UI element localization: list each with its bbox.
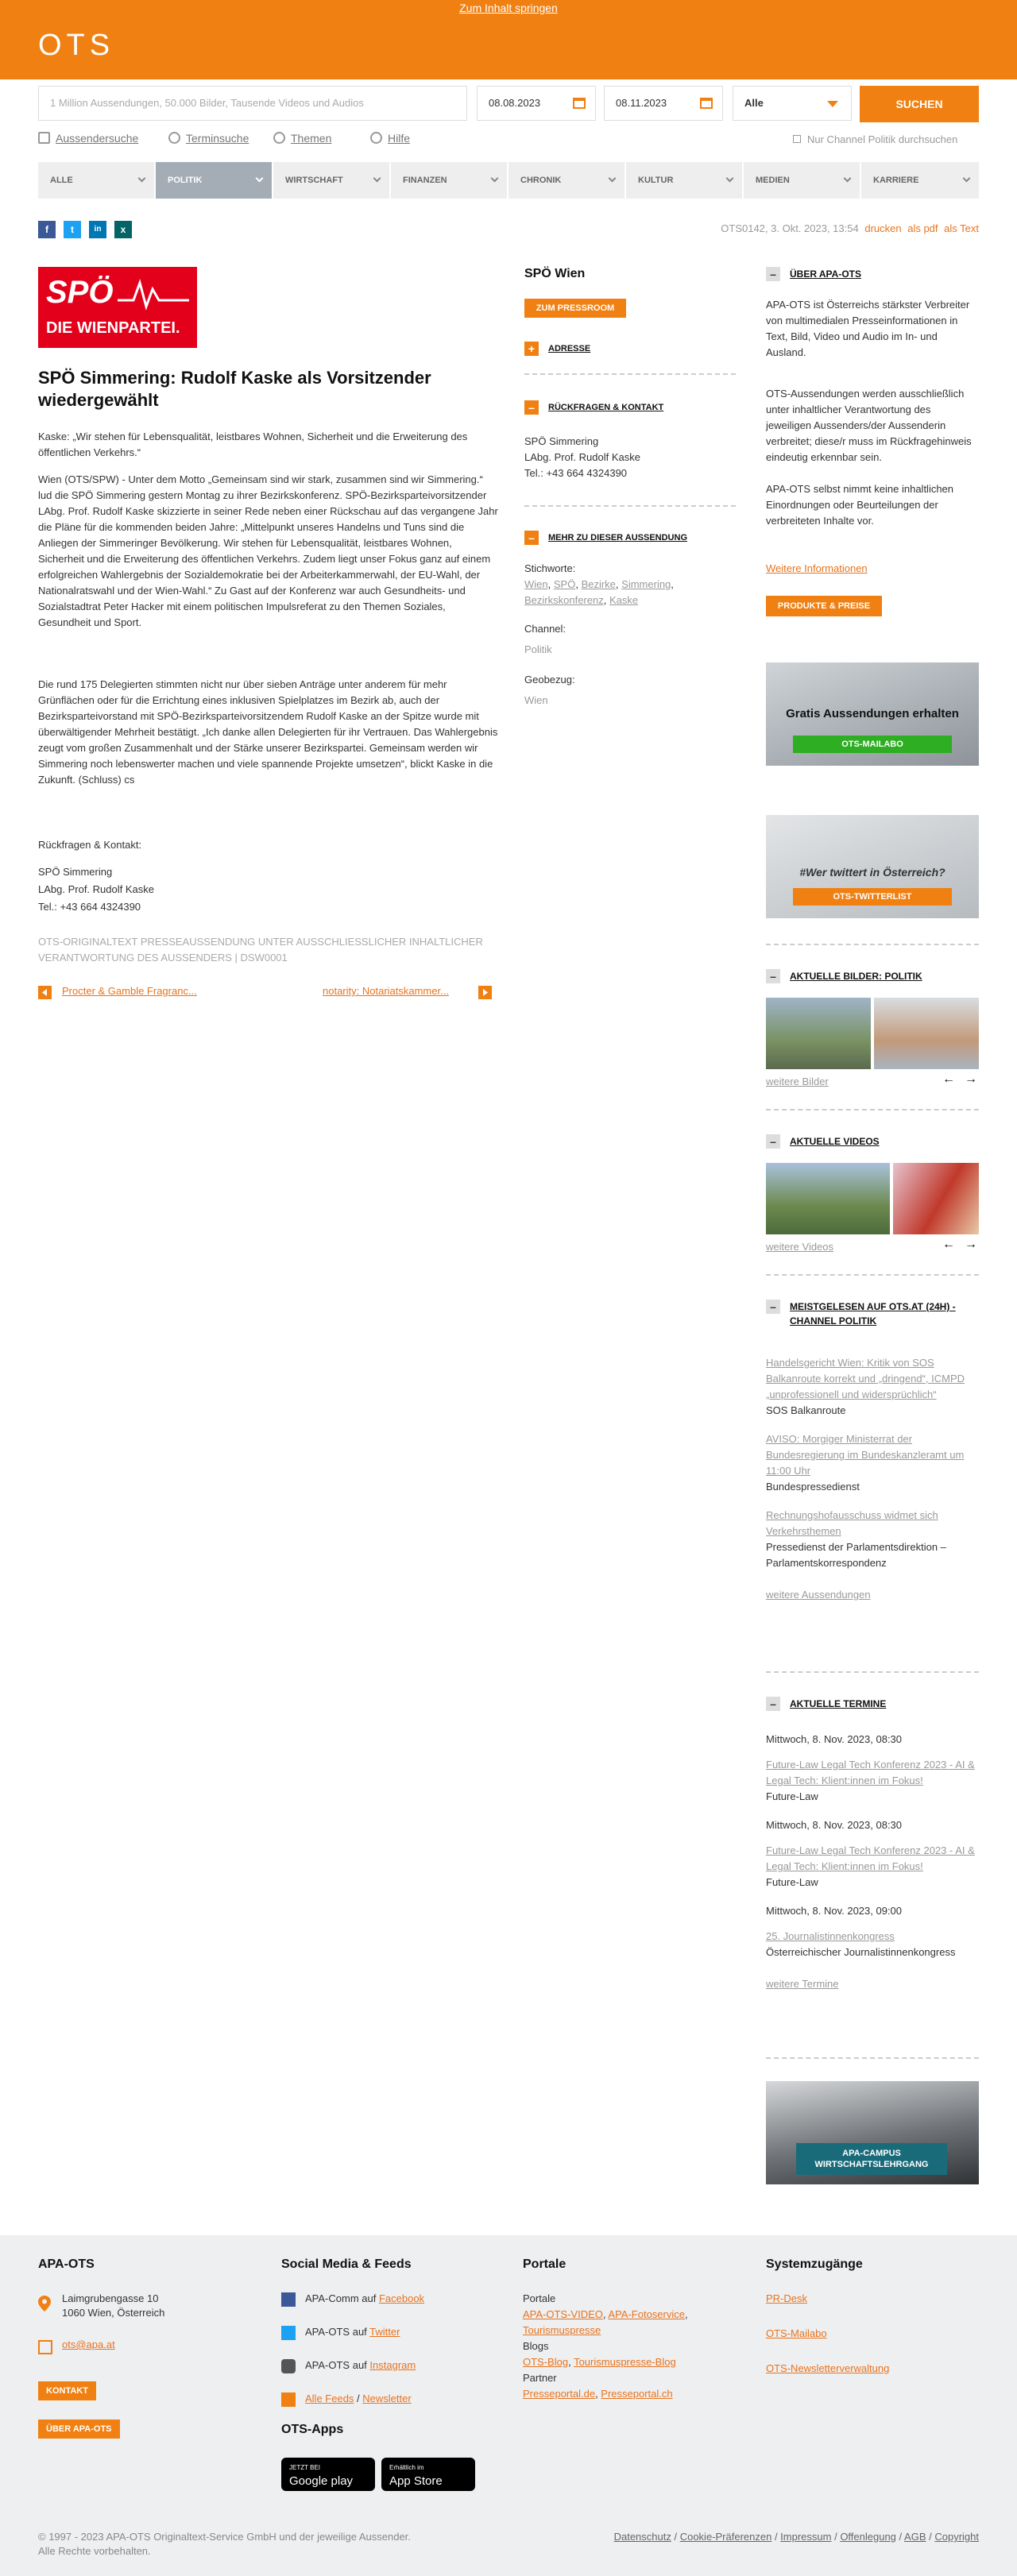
date-from-value: 08.08.2023 — [489, 97, 541, 109]
chevron-down-icon — [844, 175, 852, 183]
social-label: APA-Comm auf — [305, 2292, 379, 2304]
portal-link[interactable]: Tourismuspresse — [523, 2324, 601, 2336]
minus-icon: – — [766, 969, 780, 983]
article-meta — [721, 222, 979, 234]
minus-icon: – — [766, 1134, 780, 1149]
facebook-icon[interactable]: f — [38, 221, 56, 238]
header — [0, 0, 1017, 79]
nav-label: POLITIK — [168, 176, 203, 185]
clock-icon — [168, 132, 180, 144]
newsletter-link[interactable]: Newsletter — [362, 2393, 412, 2404]
chevron-down-icon — [827, 101, 838, 107]
portale-list: Portale APA-OTS-VIDEO, APA-Fotoservice, Tourismuspresse Blogs OTS-Blog, Tourismuspresse-Blog Partner Presseportal.de, Presseportal.ch — [523, 2291, 745, 2402]
partner-link[interactable]: Presseportal.ch — [601, 2388, 673, 2400]
twitterlist-button[interactable]: OTS-TWITTERLIST — [793, 888, 952, 906]
list-item-link[interactable]: Rechnungshofausschuss widmet sich Verkehrsthemen — [766, 1509, 938, 1537]
list-item-link[interactable]: AVISO: Morgiger Ministerrat der Bundesregierung im Bundeskanzleramt um 11:00 Uhr — [766, 1433, 965, 1477]
themen-link[interactable]: Themen — [291, 132, 332, 145]
sender-contact — [524, 434, 736, 481]
video-thumbnail[interactable] — [893, 1163, 979, 1234]
chevron-down-icon — [138, 175, 146, 183]
aussendersuche-link[interactable]: Aussendersuche — [56, 132, 139, 145]
contact-line: LAbg. Prof. Rudolf Kaske — [524, 451, 640, 463]
minus-icon: – — [524, 531, 539, 545]
arrow-left-icon[interactable]: ← — [942, 1072, 955, 1086]
divider — [766, 2057, 979, 2059]
chevron-down-icon — [491, 175, 499, 183]
feeds-item — [305, 2391, 412, 2407]
divider — [766, 1109, 979, 1110]
partner-link[interactable]: Presseportal.de — [523, 2388, 596, 2400]
keyword-link[interactable]: Kaske — [609, 594, 639, 606]
date-to-field[interactable] — [604, 86, 723, 121]
termine-title: AKTUELLE TERMINE — [790, 1698, 887, 1709]
social-item — [305, 2291, 424, 2307]
hilfe-link[interactable]: Hilfe — [388, 132, 411, 145]
text-link[interactable]: als Text — [944, 222, 979, 234]
nav-kultur[interactable] — [626, 162, 744, 199]
termin-date: Mittwoch, 8. Nov. 2023, 08:30 — [766, 1819, 903, 1831]
pressroom-button[interactable]: ZUM PRESSROOM — [524, 299, 626, 318]
rss-icon — [281, 2393, 296, 2407]
mehr-label: MEHR ZU DIESER AUSSENDUNG — [548, 533, 687, 543]
kontakt-button[interactable]: KONTAKT — [38, 2381, 96, 2400]
social-label: APA-OTS auf — [305, 2326, 370, 2338]
category-nav — [38, 162, 979, 199]
facebook-icon — [281, 2292, 296, 2307]
nav-label: CHRONIK — [520, 176, 562, 185]
instagram-link[interactable]: Instagram — [369, 2359, 416, 2371]
nav-wirtschaft[interactable] — [273, 162, 391, 199]
partner-label: Partner — [523, 2372, 557, 2384]
bilder-toggle[interactable] — [766, 969, 922, 983]
minus-icon: – — [766, 1697, 780, 1711]
datenschutz-link[interactable]: Datenschutz — [613, 2531, 671, 2543]
weitere-videos-link[interactable]: weitere Videos — [766, 1241, 834, 1253]
contact-line: Tel.: +43 664 4324390 — [38, 901, 141, 913]
next-arrow-icon[interactable] — [478, 986, 492, 999]
footer — [0, 2235, 1017, 2576]
feeds-link[interactable]: Alle Feeds — [305, 2393, 354, 2404]
google-play-button[interactable] — [281, 2458, 375, 2491]
footer-title: Social Media & Feeds — [281, 2257, 412, 2271]
store-name: Google play — [289, 2474, 354, 2488]
copyright-line: © 1997 - 2023 APA-OTS Originaltext-Service GmbH und der jeweilige Aussender. — [38, 2531, 411, 2543]
meistgelesen-list — [766, 1355, 979, 1603]
nav-label: KARRIERE — [873, 176, 919, 185]
store-small: JETZT BEI — [289, 2464, 320, 2471]
contact-line: SPÖ Simmering — [38, 866, 113, 878]
info-icon — [370, 132, 382, 144]
geobezug-label: Geobezug: — [524, 674, 575, 686]
portal-link[interactable]: APA-Fotoservice — [608, 2308, 685, 2320]
article-id-date: OTS0142, 3. Okt. 2023, 13:54 — [721, 222, 859, 234]
nav-finanzen[interactable] — [391, 162, 508, 199]
ueber-text: APA-OTS ist Österreichs stärkster Verbreiter von multimedialen Presseinformationen in Text, Bild, Video und Audio im In- und Ausland. — [766, 299, 970, 358]
ots-logo[interactable]: OTS — [38, 29, 115, 62]
social-item — [305, 2324, 400, 2340]
copyright-line: Alle Rechte vorbehalten. — [38, 2545, 151, 2557]
email-link[interactable]: ots@apa.at — [62, 2338, 115, 2350]
nav-alle[interactable] — [38, 162, 156, 199]
termine-toggle[interactable] — [766, 1697, 886, 1711]
nav-label: ALLE — [50, 176, 73, 185]
twitter-icon[interactable]: t — [64, 221, 81, 238]
mehr-toggle[interactable] — [524, 531, 687, 545]
footer-title: APA-OTS — [38, 2257, 95, 2271]
address-line: 1060 Wien, Österreich — [62, 2307, 165, 2319]
videos-title: AKTUELLE VIDEOS — [790, 1136, 880, 1147]
channel-check-label: Nur Channel Politik durchsuchen — [807, 133, 958, 145]
list-item-source: Pressedienst der Parlamentsdirektion – Parlamentskorrespondenz — [766, 1541, 946, 1569]
banner-title: #Wer twittert in Österreich? — [799, 866, 945, 879]
produkte-button[interactable]: PRODUKTE & PREISE — [766, 596, 882, 616]
twitter-icon — [281, 2326, 296, 2340]
agb-link[interactable]: AGB — [904, 2531, 926, 2543]
stichworte-label: Stichworte: — [524, 562, 576, 574]
category-select[interactable] — [733, 86, 852, 121]
cookie-link[interactable]: Cookie-Präferenzen — [679, 2531, 772, 2543]
facebook-link[interactable]: Facebook — [378, 2292, 425, 2304]
skip-link[interactable]: Zum Inhalt springen — [459, 2, 558, 14]
keywords: Stichworte: Wien, SPÖ, Bezirke, Simmering, Bezirkskonferenz, Kaske Channel: Politik Geobezug: Wien — [524, 561, 736, 709]
ueber-title: ÜBER APA-OTS — [790, 268, 861, 280]
nav-medien[interactable] — [744, 162, 861, 199]
article-lead: Kaske: „Wir stehen für Lebensqualität, leistbares Wohnen, Sicherheit und die Erweiterung des öffentlichen Verkehrs.“ — [38, 431, 468, 458]
search-button[interactable]: SUCHEN — [860, 86, 979, 122]
article-title: SPÖ Simmering: Rudolf Kaske als Vorsitzender wiedergewählt — [38, 368, 431, 410]
mail-icon — [38, 2340, 52, 2354]
banner-title: Gratis Aussendungen erhalten — [786, 707, 959, 720]
divider — [524, 505, 736, 507]
store-small: Erhältlich im — [389, 2464, 424, 2471]
offenlegung-link[interactable]: Offenlegung — [840, 2531, 896, 2543]
plus-icon: + — [524, 342, 539, 356]
arrow-right-icon[interactable]: → — [965, 1072, 977, 1086]
app-store-button[interactable] — [381, 2458, 475, 2491]
sender-icon — [38, 132, 50, 144]
list-item-source: SOS Balkanroute — [766, 1404, 846, 1416]
videos-toggle[interactable] — [766, 1134, 880, 1149]
copyright-link[interactable]: Copyright — [934, 2531, 979, 2543]
divider — [766, 944, 979, 945]
image-thumbnail[interactable] — [874, 998, 979, 1069]
termin-date: Mittwoch, 8. Nov. 2023, 08:30 — [766, 1733, 903, 1745]
termin-link[interactable]: Future-Law Legal Tech Konferenz 2023 - AI & Legal Tech: Klient:innen im Fokus! — [766, 1759, 975, 1786]
prev-article-link[interactable]: Procter & Gamble Fragranc... — [62, 985, 197, 997]
social-item — [305, 2358, 416, 2373]
chevron-down-icon — [726, 175, 734, 183]
footer-title: Portale — [523, 2257, 567, 2271]
ueber-toggle[interactable] — [766, 267, 861, 281]
termine-list — [766, 1732, 979, 1992]
nav-label: KULTUR — [638, 176, 674, 185]
legal-links: Datenschutz / Cookie-Präferenzen / Impressum / Offenlegung / AGB / Copyright — [613, 2531, 979, 2543]
nav-label: WIRTSCHAFT — [285, 176, 343, 185]
contact-line: Tel.: +43 664 4324390 — [524, 467, 628, 479]
instagram-icon — [281, 2359, 296, 2373]
twitter-link[interactable]: Twitter — [369, 2326, 400, 2338]
logo-top: SPÖ — [46, 275, 114, 310]
ueber-text: APA-OTS selbst nimmt keine inhaltlichen Einordnungen oder Beurteilungen der verbreiteten Inhalte vor. — [766, 483, 954, 527]
calendar-icon[interactable] — [573, 98, 586, 109]
minus-icon: – — [524, 400, 539, 415]
logo-bottom: DIE WIENPARTEI. — [46, 319, 180, 337]
portal-link[interactable]: APA-OTS-VIDEO — [523, 2308, 603, 2320]
weitere-bilder-link[interactable]: weitere Bilder — [766, 1076, 829, 1087]
apps-title: OTS-Apps — [281, 2423, 344, 2436]
divider — [766, 1274, 979, 1276]
video-thumbnail[interactable] — [766, 1163, 890, 1234]
list-item-link[interactable]: Handelsgericht Wien: Kritik von SOS Balkanroute korrekt und „dringend“, ICMPD „unprofessionell und widersprüchlich“ — [766, 1357, 965, 1400]
contact-line: SPÖ Simmering — [524, 435, 599, 447]
adresse-toggle[interactable] — [524, 342, 590, 356]
pr-desk-link[interactable]: PR-Desk — [766, 2292, 808, 2304]
adresse-label: ADRESSE — [548, 344, 591, 353]
impressum-link[interactable]: Impressum — [780, 2531, 832, 2543]
ueber-text: OTS-Aussendungen werden ausschließlich unter inhaltlicher Verantwortung des jeweiligen Aussenders/der Aussenderin verbreitet; diese/r muss im Rückfragehinweis eindeutig erkennbar sein. — [766, 388, 972, 463]
divider — [766, 1671, 979, 1673]
keyword-link[interactable]: Simmering — [621, 578, 671, 590]
divider — [524, 373, 736, 375]
weitere-info-link[interactable]: Weitere Informationen — [766, 562, 868, 574]
chevron-down-icon — [609, 175, 617, 183]
pdf-link[interactable]: als pdf — [907, 222, 938, 234]
twitterlist-banner[interactable] — [766, 815, 979, 918]
termin-source: Österreichischer Journalistinnenkongress — [766, 1946, 956, 1958]
keyword-link[interactable]: SPÖ — [553, 578, 576, 590]
article-footnote: OTS-ORIGINALTEXT PRESSEAUSSENDUNG UNTER AUSSCHLIESSLICHER INHALTLICHER VERANTWORTUNG DES AUSSENDERS | DSW0001 — [38, 936, 483, 964]
xing-icon[interactable]: x — [114, 221, 132, 238]
prev-arrow-icon[interactable] — [38, 986, 52, 999]
nav-label: FINANZEN — [403, 176, 447, 185]
terminsuche-link[interactable]: Terminsuche — [186, 132, 249, 145]
bilder-title: AKTUELLE BILDER: POLITIK — [790, 971, 922, 982]
blog-link[interactable]: OTS-Blog — [523, 2356, 569, 2368]
mailabo-banner[interactable] — [766, 662, 979, 766]
image-thumbnail[interactable] — [766, 998, 871, 1069]
nav-chronik[interactable] — [508, 162, 626, 199]
channel-link[interactable]: Politik — [524, 643, 552, 655]
ueber-apa-ots-button[interactable]: ÜBER APA-OTS — [38, 2420, 120, 2439]
heartbeat-icon — [118, 278, 189, 310]
blog-link[interactable]: Tourismuspresse-Blog — [574, 2356, 676, 2368]
article-paragraph: Wien (OTS/SPW) - Unter dem Motto „Gemeinsam sind wir stark, zusammen sind wir Simmering.“ lud die SPÖ Simmering gestern Montag zu ihrer Bezirkskonferenz. SPÖ-Bezirksparteivorsitzender LAbg. Prof. Rudolf Kaske skizzierte in seiner Rede neben einer Rückschau auf das vergangene Jahr die Pläne für die kommenden beiden Jahre: „Mittelpunkt unseres Handelns und Tuns sind die Anliegen der Simmeringer Bevölkerung. Wir stehen für Lebensqualität, leistbares Wohnen, Sicherheit und die Erweiterung des öffentlichen Verkehrs. Zudem liegt unser Fokus ganz auf einem erfolgreichen Wahlergebnis der Sozialdemokratie bei der Arbeiterkammerwahl, der EU-Wahl, der Nationalratswahl und der Wien-Wahl.“ Zu Gast auf der Konferenz war auch Gesundheits- und Sozialstadtrat Peter Hacker mit einem politischen Impulsreferat zu den Themen Soziales, Gesundheit und Sport. — [38, 473, 498, 628]
date-from-field[interactable] — [477, 86, 596, 121]
mailabo-button[interactable]: OTS-MAILABO — [793, 736, 952, 753]
next-article-link[interactable]: notarity: Notariatskammer... — [323, 985, 449, 997]
compass-icon — [273, 132, 285, 144]
termin-date: Mittwoch, 8. Nov. 2023, 09:00 — [766, 1905, 903, 1917]
chevron-down-icon — [373, 175, 381, 183]
channel-label: Channel: — [524, 623, 567, 635]
contact-label: Rückfragen & Kontakt: — [38, 839, 142, 851]
feeds-separator: / — [354, 2393, 363, 2404]
location-icon — [38, 2296, 52, 2310]
arrow-left-icon[interactable]: ← — [942, 1238, 955, 1251]
sender-name: SPÖ Wien — [524, 267, 586, 280]
rueckfragen-toggle[interactable] — [524, 400, 663, 415]
geo-link[interactable]: Wien — [524, 694, 548, 706]
chevron-down-icon — [256, 175, 264, 183]
termin-link[interactable]: Future-Law Legal Tech Konferenz 2023 - AI & Legal Tech: Klient:innen im Fokus! — [766, 1844, 975, 1872]
channel-checkbox[interactable] — [793, 135, 801, 143]
rueckfragen-label: RÜCKFRAGEN & KONTAKT — [548, 403, 664, 412]
termin-source: Future-Law — [766, 1790, 818, 1802]
nav-politik[interactable] — [156, 162, 273, 199]
keyword-link[interactable]: Bezirke — [581, 578, 616, 590]
list-item-source: Bundespressedienst — [766, 1481, 860, 1493]
mailabo-link[interactable]: OTS-Mailabo — [766, 2327, 827, 2339]
keyword-link[interactable]: Wien — [524, 578, 548, 590]
linkedin-icon[interactable]: in — [89, 221, 106, 238]
portale-label: Portale — [523, 2292, 556, 2304]
campus-button[interactable]: APA-CAMPUS WIRTSCHAFTSLEHRGANG — [796, 2143, 947, 2175]
minus-icon: – — [766, 1300, 780, 1314]
blogs-label: Blogs — [523, 2340, 549, 2352]
article-paragraph: Die rund 175 Delegierten stimmten nicht nur über sieben Anträge unter anderem für mehr Grünflächen oder für die Errichtung eines inklusiven Spielplatzes im Bezirk ab, auch der Bezirksparteivorstand mit SPÖ-Bezirksparteivorsitzendem Rudolf Kaske an der Spitze wurde mit überwältigender Mehrheit bestätigt. „Ich danke allen Delegierten für ihr Vertrauen. Das Wahlergebnis zeugt vom großen Zusammenhalt und der Stärke unserer Bezirkspartei. Gemeinsam werden wir Simmering noch lebenswerter machen und viele spannende Projekte umsetzen“, blickt Kaske in die Zukunft. (Schluss) cs — [38, 678, 498, 786]
search-input[interactable]: 1 Million Aussendungen, 50.000 Bilder, Tausende Videos und Audios — [38, 86, 467, 121]
footer-title: Systemzugänge — [766, 2257, 863, 2271]
apa-campus-banner[interactable] — [766, 2081, 979, 2184]
meistgelesen-title: MEISTGELESEN AUF OTS.AT (24H) - CHANNEL POLITIK — [790, 1301, 956, 1327]
keyword-link[interactable]: Bezirkskonferenz — [524, 594, 604, 606]
termin-source: Future-Law — [766, 1876, 818, 1888]
weitere-aussendungen-link[interactable]: weitere Aussendungen — [766, 1589, 871, 1601]
select-value: Alle — [744, 97, 764, 109]
newsletter-verwaltung-link[interactable]: OTS-Newsletterverwaltung — [766, 2362, 890, 2374]
sender-logo — [38, 267, 197, 348]
contact-line: LAbg. Prof. Rudolf Kaske — [38, 883, 154, 895]
calendar-icon[interactable] — [700, 98, 713, 109]
minus-icon: – — [766, 267, 780, 281]
date-to-value: 08.11.2023 — [616, 97, 667, 109]
store-name: App Store — [389, 2474, 443, 2488]
meistgelesen-toggle[interactable] — [766, 1300, 979, 1328]
weitere-termine-link[interactable]: weitere Termine — [766, 1978, 839, 1990]
social-label: APA-OTS auf — [305, 2359, 370, 2371]
print-link[interactable]: drucken — [864, 222, 902, 234]
search-bar — [0, 79, 1017, 167]
nav-label: MEDIEN — [756, 176, 790, 185]
nav-karriere[interactable] — [861, 162, 979, 199]
chevron-down-icon — [963, 175, 971, 183]
address-line: Laimgrubengasse 10 — [62, 2292, 159, 2304]
termin-link[interactable]: 25. Journalistinnenkongress — [766, 1930, 895, 1942]
arrow-right-icon[interactable]: → — [965, 1238, 977, 1251]
